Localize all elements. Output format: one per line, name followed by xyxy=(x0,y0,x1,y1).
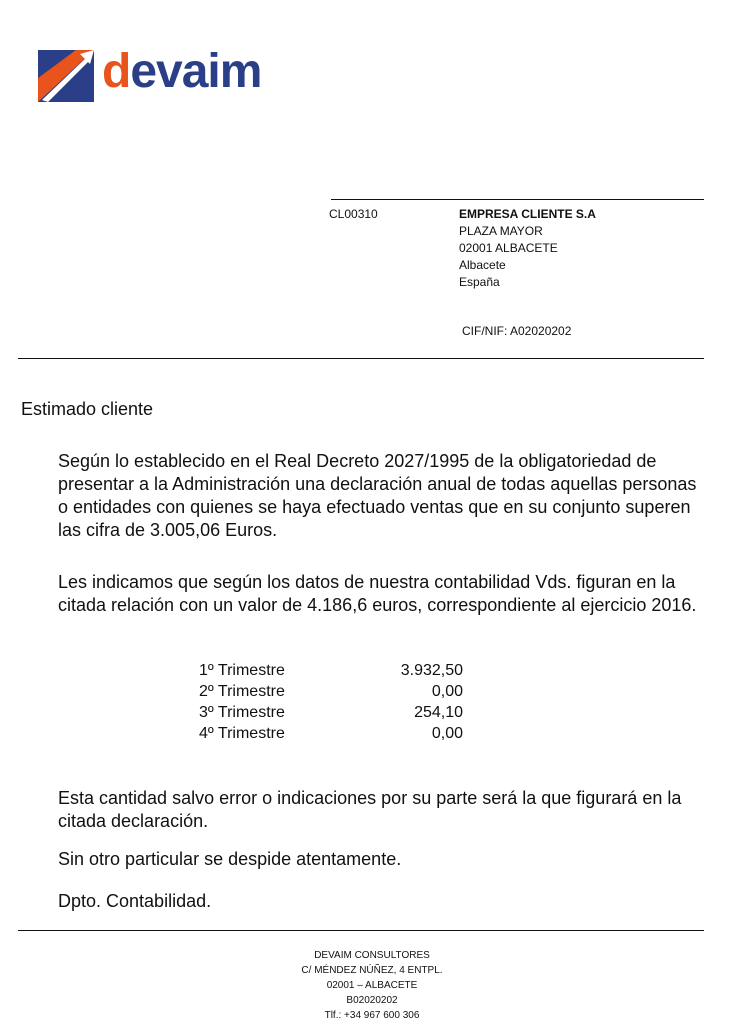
recipient-address xyxy=(459,206,596,291)
paragraph-closing: Sin otro particular se despide atentamente. xyxy=(58,849,402,869)
footer-taxid: B02020202 xyxy=(346,995,398,1006)
logo-wordmark xyxy=(102,42,261,102)
footer-company: DEVAIM CONSULTORES xyxy=(314,950,430,961)
company-logo xyxy=(36,45,266,108)
recipient-street: PLAZA MAYOR xyxy=(459,224,543,238)
quarter-label: 2º Trimestre xyxy=(199,683,285,700)
paragraph-decree: Según lo establecido en el Real Decreto 2027/1995 de la obligatoriedad de presentar a la Administración una declaración anual de todas aquellas personas o entidades con quienes se haya efectuado ventas que en su conjunto superen las cifra de 3.005,06 Euros. xyxy=(58,451,697,540)
footer-city: 02001 – ALBACETE xyxy=(326,980,418,991)
recipient-country: España xyxy=(459,275,500,289)
logo-letters-rest: evaim xyxy=(130,45,262,98)
greeting: Estimado cliente xyxy=(21,399,154,419)
quarter-label: 4º Trimestre xyxy=(199,725,285,742)
header-divider xyxy=(18,358,704,359)
footer xyxy=(0,948,744,1023)
logo-letter-d: d xyxy=(102,45,131,98)
quarter-amount: 3.932,50 xyxy=(400,662,463,679)
client-code: CL00310 xyxy=(329,207,378,221)
recipient-postal-city: 02001 ALBACETE xyxy=(459,241,558,255)
signature-department: Dpto. Contabilidad. xyxy=(58,891,212,911)
paragraph-disclaimer: Esta cantidad salvo error o indicaciones por su parte será la que figurará en la citada declaración. xyxy=(58,788,682,831)
footer-street: C/ MÉNDEZ NÚÑEZ, 4 ENTPL. xyxy=(301,965,443,976)
quarter-row xyxy=(199,681,463,702)
quarter-amount: 0,00 xyxy=(431,683,463,700)
recipient-cif: CIF/NIF: A02020202 xyxy=(462,324,572,338)
footer-divider xyxy=(18,930,704,931)
address-top-rule xyxy=(331,199,704,200)
logo-arrow-icon xyxy=(36,48,96,104)
footer-phone: Tlf.: +34 967 600 306 xyxy=(324,1010,420,1021)
quarter-row xyxy=(199,702,463,723)
quarter-table xyxy=(199,660,463,744)
paragraph-total: Les indicamos que según los datos de nuestra contabilidad Vds. figuran en la citada relación con un valor de 4.186,6 euros, correspondiente al ejercicio 2016. xyxy=(58,572,697,615)
quarter-row xyxy=(199,660,463,681)
quarter-row xyxy=(199,723,463,744)
quarter-label: 1º Trimestre xyxy=(199,662,285,679)
recipient-company: EMPRESA CLIENTE S.A xyxy=(459,207,596,221)
quarter-label: 3º Trimestre xyxy=(199,704,285,721)
quarter-amount: 0,00 xyxy=(431,725,463,742)
recipient-province: Albacete xyxy=(459,258,506,272)
quarter-amount: 254,10 xyxy=(414,704,463,721)
